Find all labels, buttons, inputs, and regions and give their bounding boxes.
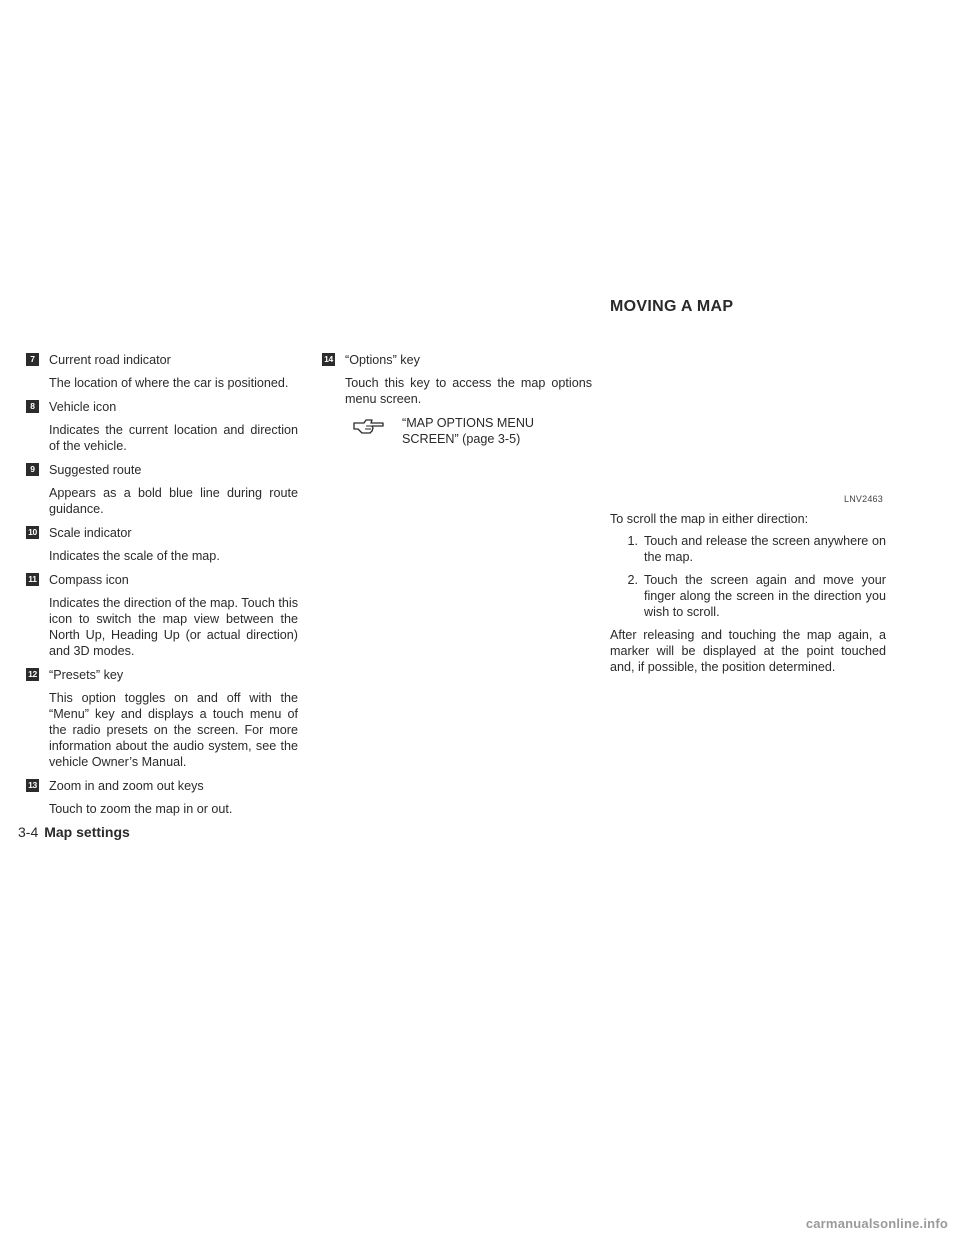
left-column (26, 352, 298, 825)
step-text: Touch the screen again and move your finger along the screen in the direction you wish to scroll. (644, 573, 886, 619)
item-label: “Options” key (345, 353, 420, 367)
step-text: Touch and release the screen anywhere on the map. (644, 534, 886, 564)
item-number-badge: 11 (26, 573, 39, 586)
pointing-hand-icon (352, 415, 386, 437)
item-number-badge: 13 (26, 779, 39, 792)
item-number-badge: 12 (26, 668, 39, 681)
item-label: Current road indicator (49, 353, 171, 367)
scroll-after-text: After releasing and touching the map again, a marker will be displayed at the point touched and, if possible, the position determined. (610, 628, 886, 674)
item-14 (322, 352, 592, 368)
item-label: Suggested route (49, 463, 142, 477)
scroll-intro: To scroll the map in either direction: (610, 512, 809, 526)
item-9 (26, 462, 298, 478)
watermark: carmanualsonline.info (805, 1216, 948, 1231)
item-description: This option toggles on and off with the “Menu” key and displays a touch menu of the radio presets on the screen. For more information about the audio system, see the vehicle Owner’s Manual. (49, 691, 298, 769)
item-7 (26, 352, 298, 368)
item-description: Appears as a bold blue line during route guidance. (49, 486, 298, 516)
figure-code: LNV2463 (844, 494, 883, 504)
scroll-steps (610, 533, 886, 620)
item-11 (26, 572, 298, 588)
page-footer (18, 824, 130, 840)
item-10 (26, 525, 298, 541)
item-12 (26, 667, 298, 683)
item-8 (26, 399, 298, 415)
step-item (610, 533, 886, 565)
item-description: Indicates the scale of the map. (49, 549, 220, 563)
item-number-badge: 10 (26, 526, 39, 539)
item-description: Indicates the direction of the map. Touch this icon to switch the map view between the North Up, Heading Up (or actual direction) and 3D modes. (49, 596, 298, 658)
right-column (610, 511, 886, 675)
item-label: Zoom in and zoom out keys (49, 779, 204, 793)
item-label: Scale indicator (49, 526, 132, 540)
step-number: 2. (627, 573, 638, 587)
item-number-badge: 14 (322, 353, 335, 366)
item-number-badge: 8 (26, 400, 39, 413)
chapter-title: Map settings (44, 824, 130, 840)
step-number: 1. (627, 534, 638, 548)
item-13 (26, 778, 298, 794)
reference-text: “MAP OPTIONS MENU SCREEN” (page 3-5) (402, 416, 535, 446)
item-description: Touch to zoom the map in or out. (49, 802, 233, 816)
item-number-badge: 9 (26, 463, 39, 476)
item-label: Vehicle icon (49, 400, 117, 414)
item-description: Indicates the current location and direction of the vehicle. (49, 423, 298, 453)
middle-column (322, 352, 592, 447)
item-description: Touch this key to access the map options menu screen. (345, 376, 592, 406)
page-reference[interactable] (322, 415, 592, 447)
item-description: The location of where the car is positioned. (49, 376, 289, 390)
item-label: Compass icon (49, 573, 129, 587)
step-item (610, 572, 886, 620)
section-title: MOVING A MAP (610, 298, 734, 315)
item-label: “Presets” key (49, 668, 124, 682)
item-number-badge: 7 (26, 353, 39, 366)
page-number: 3-4 (18, 824, 39, 840)
